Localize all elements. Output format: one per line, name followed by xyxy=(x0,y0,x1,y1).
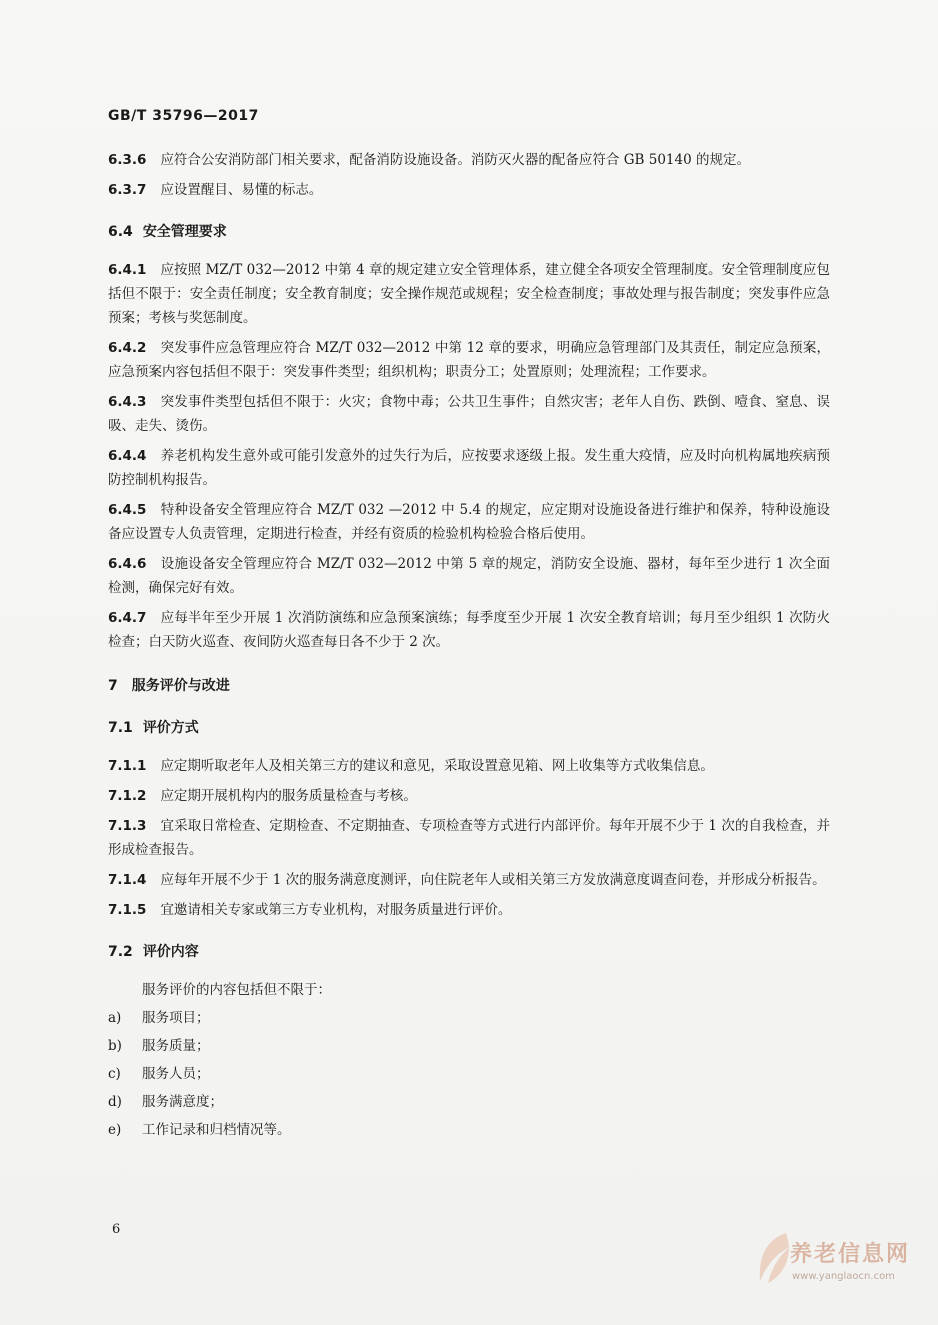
section-number: 6.4 xyxy=(108,224,133,240)
clause xyxy=(108,552,830,600)
list-label: a) xyxy=(108,1010,122,1026)
clause-text: 设施设备安全管理应符合 MZ/T 032—2012 中第 5 章的规定，消防安全设施、器材，每年至少进行 1 次全面检测，确保完好有效。 xyxy=(108,556,830,596)
section-number: 7.1 xyxy=(108,720,133,736)
list-item xyxy=(108,1118,830,1142)
clause-number: 6.4.3 xyxy=(108,394,147,410)
list-item xyxy=(108,1062,830,1086)
clause-text: 突发事件类型包括但不限于：火灾；食物中毒；公共卫生事件；自然灾害；老年人自伤、跌倒、噎食、窒息、误吸、走失、烫伤。 xyxy=(108,394,830,434)
clause xyxy=(108,148,830,172)
list-item xyxy=(108,1006,830,1030)
clause-text: 宜邀请相关专家或第三方专业机构，对服务质量进行评价。 xyxy=(160,902,512,918)
clause-number: 7.1.5 xyxy=(108,902,147,918)
clause xyxy=(108,868,830,892)
list-item xyxy=(108,1090,830,1114)
list-text: 服务质量； xyxy=(142,1038,210,1054)
clause xyxy=(108,898,830,922)
chapter-number: 7 xyxy=(108,678,118,694)
list-label: e) xyxy=(108,1122,122,1138)
clause-text: 应每年开展不少于 1 次的服务满意度测评，向住院老年人或相关第三方发放满意度调查问卷，并形成分析报告。 xyxy=(160,872,826,888)
list-text: 服务满意度； xyxy=(142,1094,223,1110)
clause-number: 6.4.6 xyxy=(108,556,147,572)
list-text: 服务人员； xyxy=(142,1066,210,1082)
watermark-text: 养老信息网 xyxy=(790,1242,911,1267)
clause-text: 应按照 MZ/T 032—2012 中第 4 章的规定建立安全管理体系，建立健全各项安全管理制度。安全管理制度应包括但不限于：安全责任制度；安全教育制度；安全操作规范或规程；安全检查制度；事故处理与报告制度；突发事件应急预案；考核与奖惩制度。 xyxy=(108,262,830,326)
section-heading-6-4 xyxy=(108,220,830,244)
standard-code-header: GB/T 35796—2017 xyxy=(108,108,259,124)
clause-text: 突发事件应急管理应符合 MZ/T 032—2012 中第 12 章的要求，明确应急管理部门及其责任，制定应急预案，应急预案内容包括但不限于：突发事件类型；组织机构；职责分工；处置原则；处理流程；工作要求。 xyxy=(108,340,830,380)
clause-text: 应符合公安消防部门相关要求，配备消防设施设备。消防灭火器的配备应符合 GB 50140 的规定。 xyxy=(160,152,750,168)
evaluation-content-list xyxy=(108,1006,830,1142)
clause xyxy=(108,498,830,546)
clause-text: 应每半年至少开展 1 次消防演练和应急预案演练；每季度至少开展 1 次安全教育培训；每月至少组织 1 次防火检查；白天防火巡查、夜间防火巡查每日各不少于 2 次。 xyxy=(108,610,830,650)
section-heading-7-1 xyxy=(108,716,830,740)
section-title: 评价内容 xyxy=(142,944,199,960)
watermark xyxy=(750,1229,920,1299)
clause xyxy=(108,754,830,778)
clause-number: 6.4.7 xyxy=(108,610,147,626)
section-title: 评价方式 xyxy=(142,720,199,736)
clause-number: 6.3.6 xyxy=(108,152,147,168)
clause xyxy=(108,444,830,492)
list-label: d) xyxy=(108,1094,122,1110)
clause-number: 6.4.4 xyxy=(108,448,147,464)
list-text: 服务项目； xyxy=(142,1010,210,1026)
clause-number: 6.4.5 xyxy=(108,502,147,518)
clause-text: 应定期听取老年人及相关第三方的建议和意见，采取设置意见箱、网上收集等方式收集信息。 xyxy=(160,758,714,774)
chapter-title: 服务评价与改进 xyxy=(131,678,230,694)
section-number: 7.2 xyxy=(108,944,133,960)
clause-number: 7.1.1 xyxy=(108,758,147,774)
clause xyxy=(108,390,830,438)
section-title: 安全管理要求 xyxy=(142,224,227,240)
list-item xyxy=(108,1034,830,1058)
document-body xyxy=(108,148,830,1146)
clause-text: 特种设备安全管理应符合 MZ/T 032 —2012 中 5.4 的规定，应定期对设施设备进行维护和保养，特种设施设备应设置专人负责管理，定期进行检查，并经有资质的检验机构检验合格后使用。 xyxy=(108,502,830,542)
list-text: 工作记录和归档情况等。 xyxy=(142,1122,291,1138)
clause xyxy=(108,784,830,808)
clause-number: 6.3.7 xyxy=(108,182,147,198)
section-intro: 服务评价的内容包括但不限于： xyxy=(142,982,331,998)
clause-number: 7.1.3 xyxy=(108,818,147,834)
clause-text: 养老机构发生意外或可能引发意外的过失行为后，应按要求逐级上报。发生重大疫情，应及时向机构属地疾病预防控制机构报告。 xyxy=(108,448,830,488)
clause xyxy=(108,606,830,654)
clause xyxy=(108,178,830,202)
clause-number: 6.4.1 xyxy=(108,262,147,278)
watermark-url: www.yanglaocn.com xyxy=(792,1271,895,1282)
page-number: 6 xyxy=(112,1222,121,1237)
clause-number: 7.1.2 xyxy=(108,788,147,804)
clause xyxy=(108,814,830,862)
clause xyxy=(108,258,830,330)
clause-number: 6.4.2 xyxy=(108,340,147,356)
clause-number: 7.1.4 xyxy=(108,872,147,888)
clause-text: 宜采取日常检查、定期检查、不定期抽查、专项检查等方式进行内部评价。每年开展不少于 1 次的自我检查，并形成检查报告。 xyxy=(108,818,830,858)
list-label: b) xyxy=(108,1038,122,1054)
clause-text: 应定期开展机构内的服务质量检查与考核。 xyxy=(160,788,417,804)
clause xyxy=(108,336,830,384)
list-label: c) xyxy=(108,1066,121,1082)
section-heading-7-2 xyxy=(108,940,830,964)
clause-text: 应设置醒目、易懂的标志。 xyxy=(160,182,323,198)
chapter-heading-7 xyxy=(108,674,830,698)
